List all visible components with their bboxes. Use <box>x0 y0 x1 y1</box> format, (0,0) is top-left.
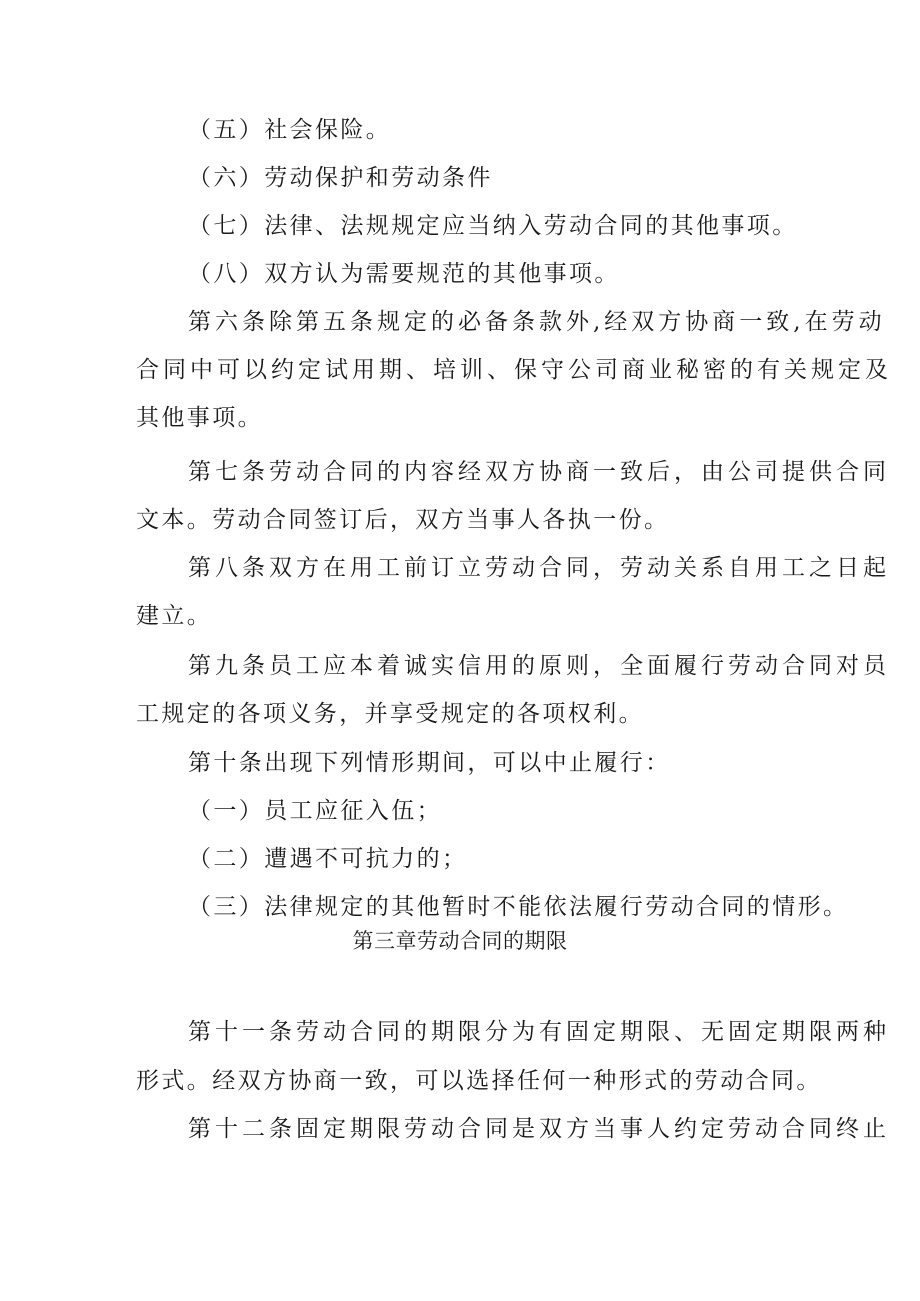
article-seven-line-2: 文本。劳动合同签订后，双方当事人各执一份。 <box>136 507 670 533</box>
article-six-line-2: 合同中可以约定试用期、培训、保守公司商业秘密的有关规定及 <box>136 357 892 383</box>
article-twelve-line-1: 第十二条固定期限劳动合同是双方当事人约定劳动合同终止 <box>188 1116 890 1142</box>
item-six-labor-protection: （六）劳动保护和劳动条件 <box>188 165 493 191</box>
article-eleven-line-2: 形式。经双方协商一致，可以选择任何一种形式的劳动合同。 <box>136 1068 822 1094</box>
chapter-three-heading: 第三章劳动合同的期限 <box>352 929 568 953</box>
article-nine-line-2: 工规定的各项义务，并享受规定的各项权利。 <box>136 701 644 727</box>
article-eight-line-1: 第八条双方在用工前订立劳动合同，劳动关系自用工之日起 <box>188 555 890 581</box>
article-six-line-1: 第六条除第五条规定的必备条款外,经双方协商一致,在劳动 <box>188 309 886 335</box>
article-nine-line-1: 第九条员工应本着诚实信用的原则，全面履行劳动合同对员 <box>188 653 890 679</box>
article-eight-line-2: 建立。 <box>136 603 213 629</box>
item-eight-other-matters: （八）双方认为需要规范的其他事项。 <box>188 261 620 287</box>
article-ten-line-1: 第十条出现下列情形期间，可以中止履行： <box>188 750 671 776</box>
item-seven-legal-matters: （七）法律、法规规定应当纳入劳动合同的其他事项。 <box>188 213 798 239</box>
article-ten-item-three: （三）法律规定的其他暂时不能依法履行劳动合同的情形。 <box>188 894 849 920</box>
article-ten-item-one: （一）员工应征入伍； <box>188 798 442 824</box>
article-six-line-3: 其他事项。 <box>136 405 263 431</box>
article-seven-line-1: 第七条劳动合同的内容经双方协商一致后，由公司提供合同 <box>188 459 890 485</box>
article-eleven-line-1: 第十一条劳动合同的期限分为有固定期限、无固定期限两种 <box>188 1019 890 1045</box>
article-ten-item-two: （二）遭遇不可抗力的； <box>188 846 468 872</box>
item-five-social-insurance: （五）社会保险。 <box>188 117 392 143</box>
